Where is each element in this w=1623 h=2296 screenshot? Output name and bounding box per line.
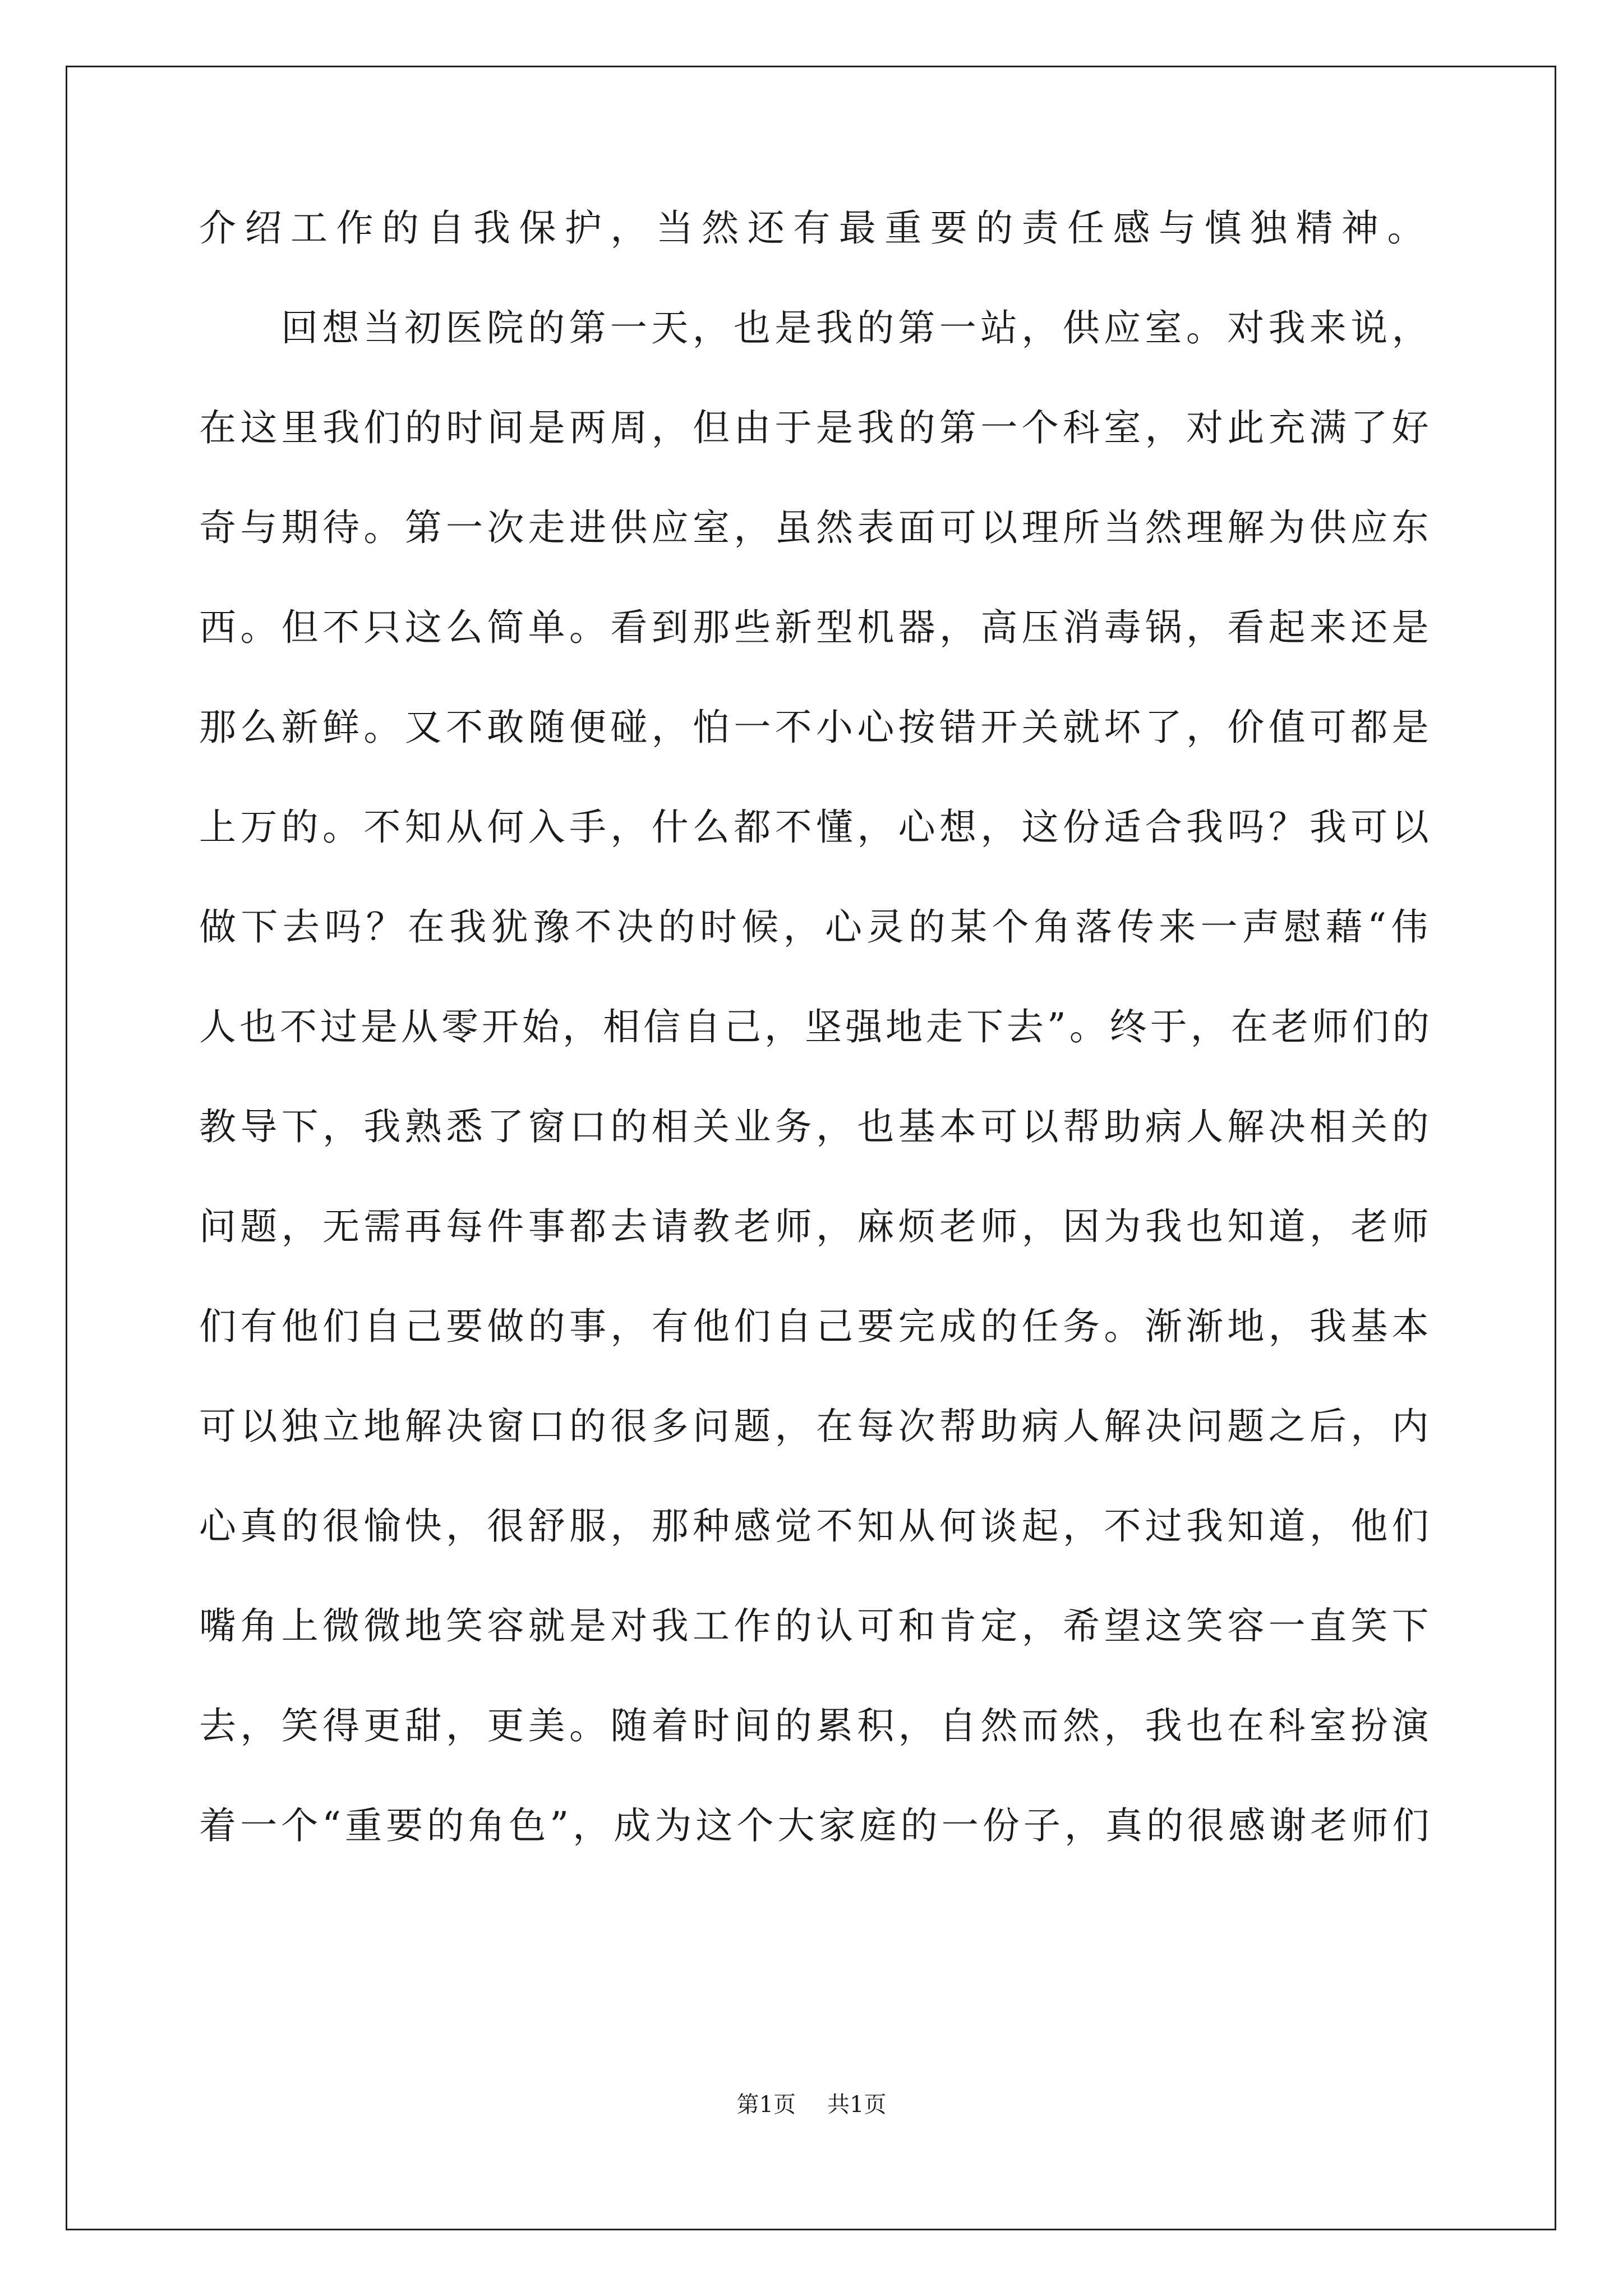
text-line: 们有他们自己要做的事，有他们自己要完成的任务。渐渐地，我基本: [199, 1305, 1433, 1348]
text-line: 心真的很愉快，很舒服，那种感觉不知从何谈起，不过我知道，他们: [199, 1504, 1433, 1548]
text-line: 可以独立地解决窗口的很多问题，在每次帮助病人解决问题之后，内: [199, 1405, 1433, 1448]
text-line: 西。但不只这么简单。看到那些新型机器，高压消毒锅，看起来还是: [199, 606, 1433, 649]
text-line: 做下去吗？在我犹豫不决的时候，心灵的某个角落传来一声慰藉“伟: [199, 905, 1433, 949]
text-line: 问题，无需再每件事都去请教老师，麻烦老师，因为我也知道，老师: [199, 1205, 1433, 1248]
text-line: 介绍工作的自我保护，当然还有最重要的责任感与慎独精神。: [199, 206, 1433, 250]
page-number: 第1页: [736, 2092, 796, 2118]
text-line: 上万的。不知从何入手，什么都不懂，心想，这份适合我吗？我可以: [199, 806, 1433, 849]
text-line: 在这里我们的时间是两周，但由于是我的第一个科室，对此充满了好: [199, 406, 1433, 449]
page-footer: [0, 2088, 1623, 2122]
text-line: 回想当初医院的第一天，也是我的第一站，供应室。对我来说，: [281, 306, 1433, 349]
page-total: 共1页: [827, 2092, 887, 2118]
text-line: 奇与期待。第一次走进供应室，虽然表面可以理所当然理解为供应东: [199, 506, 1433, 549]
text-line: 教导下，我熟悉了窗口的相关业务，也基本可以帮助病人解决相关的: [199, 1105, 1433, 1148]
text-line: 着一个“重要的角色”，成为这个大家庭的一份子，真的很感谢老师们: [199, 1804, 1433, 1847]
text-line: 去，笑得更甜，更美。随着时间的累积，自然而然，我也在科室扮演: [199, 1704, 1433, 1747]
text-line: 那么新鲜。又不敢随便碰，怕一不小心按错开关就坏了，价值可都是: [199, 706, 1433, 749]
text-line: 嘴角上微微地笑容就是对我工作的认可和肯定，希望这笑容一直笑下: [199, 1604, 1433, 1648]
text-line: 人也不过是从零开始，相信自己，坚强地走下去”。终于，在老师们的: [199, 1005, 1433, 1048]
